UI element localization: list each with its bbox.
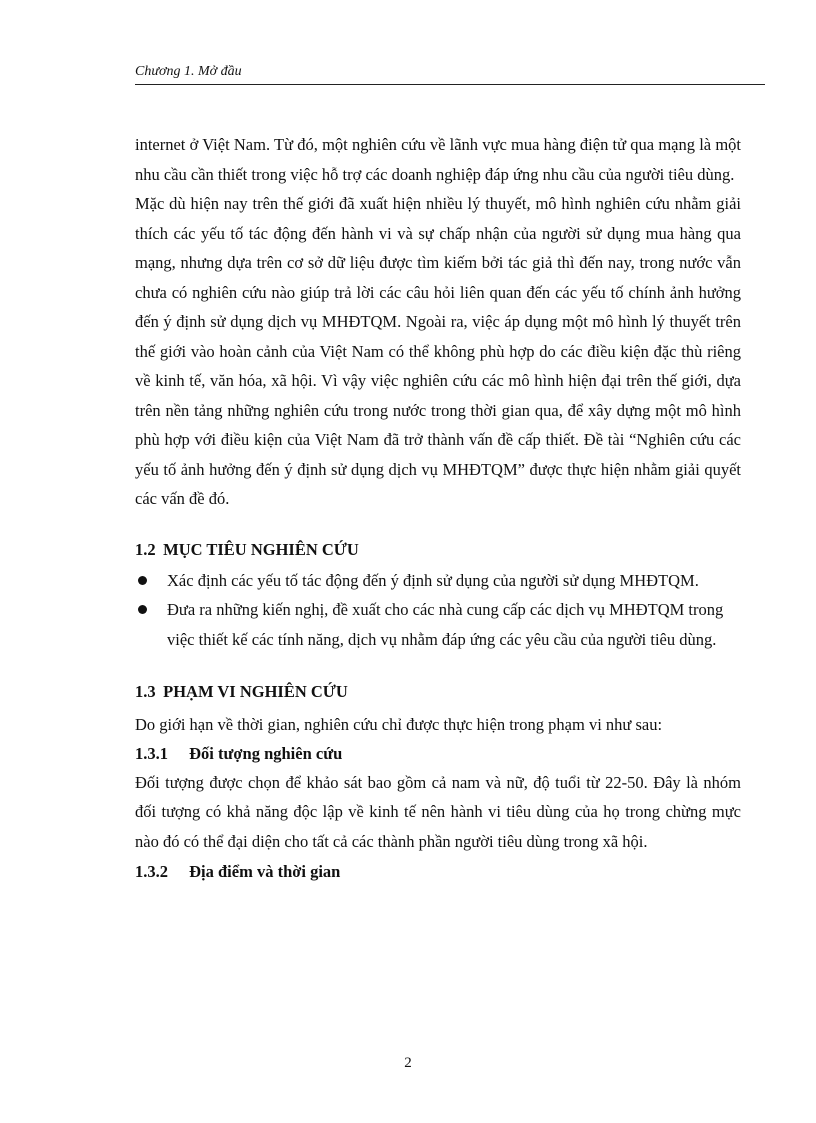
section-title: PHẠM VI NGHIÊN CỨU [163,682,348,701]
subsection-heading-1-3-1 [135,740,741,768]
subsection-number: 1.3.2 [135,862,168,881]
list-item-text: Đưa ra những kiến nghị, đề xuất cho các nhà cung cấp các dịch vụ MHĐTQM trong việc thiết kế các tính năng, dịch vụ nhằm đáp ứng các yêu cầu của người tiêu dùng. [167,600,724,649]
section-number: 1.2 [135,539,156,559]
section-number: 1.3 [135,682,156,701]
section-heading-1-2 [135,536,741,564]
list-item-text: Xác định các yếu tố tác động đến ý định sử dụng của người sử dụng MHĐTQM. [167,570,699,590]
list-item [135,595,741,654]
scope-intro: Do giới hạn về thời gian, nghiên cứu chỉ được thực hiện trong phạm vi như sau: [135,715,663,734]
paragraph-rationale: Mặc dù hiện nay trên thế giới đã xuất hiện nhiều lý thuyết, mô hình nghiên cứu nhằm giải thích các yếu tố tác động đến hành vi và sự chấp nhận của người sử dụng mua hàng qua mạng, nhưng dựa trên cơ sở dữ liệu được tìm kiếm bởi tác giả thì đến nay, trong nước vẫn chưa có nghiên cứu nào giúp trả lời các câu hỏi liên quan đến các yếu tố chính ảnh hưởng đến ý định sử dụng dịch vụ MHĐTQM. Ngoài ra, việc áp dụng một mô hình lý thuyết trên thế giới vào hoàn cảnh của Việt Nam có thể không phù hợp do các điều kiện đặc thù riêng về kinh tế, văn hóa, xã hội. Vì vậy việc nghiên cứu các mô hình hiện đại trên thế giới, dựa trên nền tảng những nghiên cứu trong nước trong thời gian qua, để xây dựng một mô hình phù hợp với điều kiện của Việt Nam đã trở thành vấn đề cấp thiết. Đề tài “Nghiên cứu các yếu tố ảnh hưởng đến ý định sử dụng dịch vụ MHĐTQM” được thực hiện nhằm giải quyết các vấn đề đó. [135,194,741,508]
bullet-icon [138,605,147,614]
subsection-title: Đối tượng nghiên cứu [189,743,343,763]
subsection-title: Địa điểm và thời gian [189,862,341,881]
subsection-heading-1-3-2 [135,858,741,886]
bullet-icon [138,576,147,585]
list-item [135,566,741,596]
header-divider [135,84,765,85]
paragraph-subjects: Đối tượng được chọn để khảo sát bao gồm cả nam và nữ, độ tuổi từ 22-50. Đây là nhóm đối tượng có khả năng độc lập về kinh tế nên hành vi tiêu dùng của họ trong chừng mực nào đó có thể đại diện cho tất cả các thành phần người tiêu dùng trong xã hội. [135,772,741,851]
subsection-number: 1.3.1 [135,743,168,763]
page-number: 2 [404,1055,412,1071]
objectives-list [135,566,741,655]
page-body [135,130,741,886]
section-title: MỤC TIÊU NGHIÊN CỨU [163,539,359,559]
paragraph-intro: internet ở Việt Nam. Từ đó, một nghiên cứu về lãnh vực mua hàng điện tử qua mạng là một nhu cầu cần thiết trong việc hỗ trợ các doanh nghiệp đáp ứng nhu cầu của người tiêu dùng. [135,135,741,184]
page-header [135,62,765,85]
section-heading-1-3 [135,678,741,706]
chapter-title: Chương 1. Mở đầu [135,64,242,79]
